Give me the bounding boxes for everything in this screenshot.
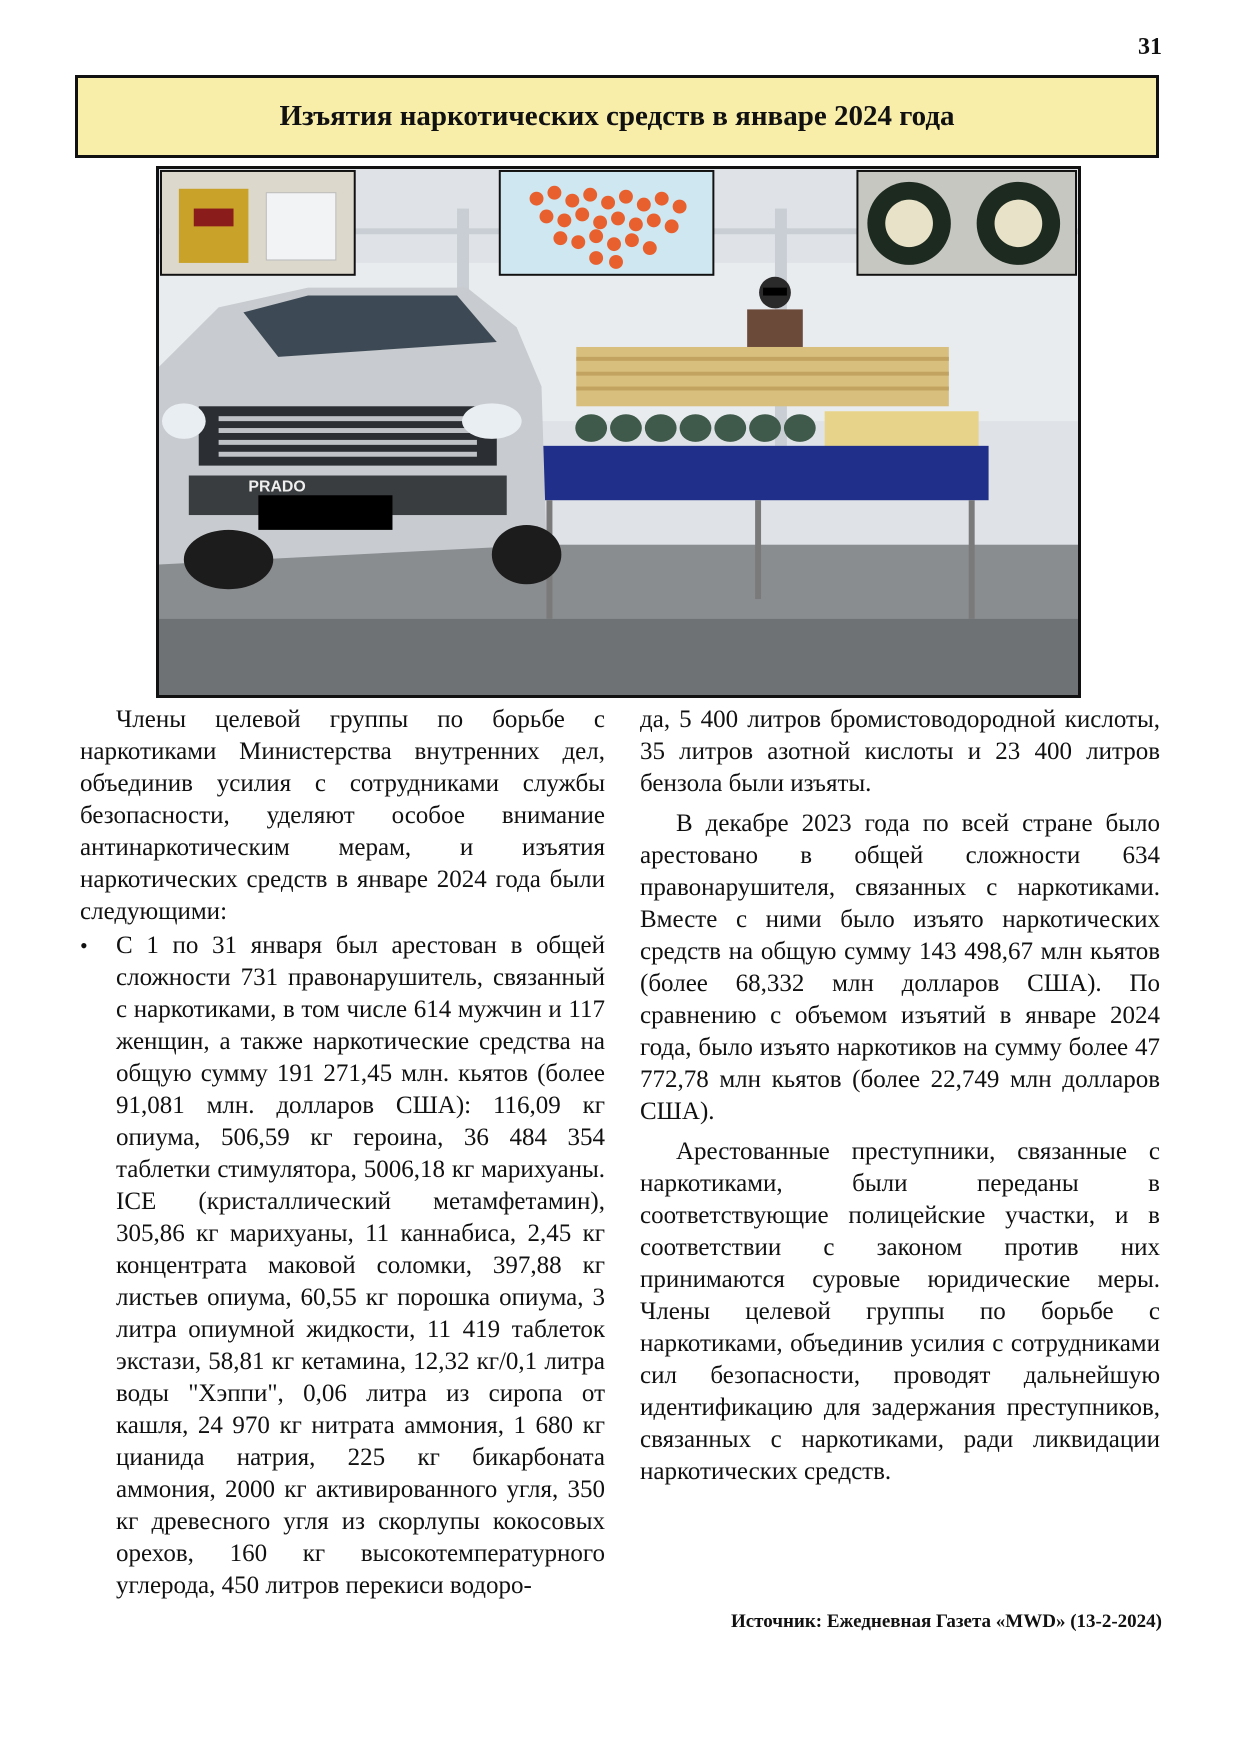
right-column [640,704,1160,1488]
bundles-icon [857,171,1076,275]
svg-text:PRADO: PRADO [248,478,306,496]
page-title: Изъятия наркотических средств в январе 2024 года [279,100,955,132]
arrests-paragraph: Арестованные преступники, связанные с наркотиками, были переданы в соответствующие полицейские участки, и в соответствии с законом против них принимаются суровые юридические меры. Члены целевой группы по борьбе с наркотиками, объединив усилия с сотрудниками сил безопасности, проводят дальнейшую идентификацию для задержания преступников, связанных с наркотиками, ради ликвидации наркотических средств. [640,1138,1160,1485]
source-citation: Источник: Ежедневная Газета «MWD» (13-2-2024) [730,1611,1162,1632]
seizure-photo [156,166,1081,698]
car-icon [159,288,561,590]
pills-icon [500,171,714,275]
title-box [75,75,1159,158]
intro-paragraph: Члены целевой группы по борьбе с наркотиками Министерства внутренних дел, объединив усилия с сотрудниками службы безопасности, уделяют особое внимание антинаркотическим мерам, и изъятия наркотических средств в январе 2024 года были следующими: [80,706,605,925]
page-number: 31 [1138,34,1162,60]
bullet-marker: • [80,933,88,958]
december-paragraph: В декабре 2023 года по всей стране было арестовано в общей сложности 634 правонарушителя, связанных с наркотиками. Вместе с ними было изъято наркотических средств на общую сумму 143 498,67 млн кьятов (более 68,332 млн долларов США). По сравнению с объемом изъятий в январе 2024 года, было изъято наркотиков на сумму более 47 772,78 млн кьятов (более 22,749 млн долларов США). [640,810,1160,1125]
seizure-photo-illustration [159,169,1078,695]
continuation-paragraph: да, 5 400 литров бромистоводородной кислоты, 35 литров азотной кислоты и 23 400 литров бензола были изъяты. [640,706,1160,797]
packages-icon [161,171,355,275]
bullet-text: С 1 по 31 января был арестован в общей сложности 731 правонарушитель, связанный с наркотиками, в том числе 614 мужчин и 117 женщин, а также наркотические средства на общую сумму 191 271,45 млн. кьятов (более 91,081 млн. долларов США): 116,09 кг опиума, 506,59 кг героина, 36 484 354 таблетки стимулятора, 5006,18 кг марихуаны. ICE (кристаллический метамфетамин), 305,86 кг марихуаны, 11 каннабиса, 2,45 кг концентрата маковой соломки, 397,88 кг листьев опиума, 60,55 кг порошка опиума, 3 литра опиумной жидкости, 11 419 таблеток экстази, 58,81 кг кетамина, 12,32 кг/0,1 литра воды "Хэппи", 0,06 литра из сиропа от кашля, 24 970 кг нитрата аммония, 1 680 кг цианида натрия, 225 кг бикарбоната аммония, 2000 кг активированного угля, 350 кг древесного угля из скорлупы кокосовых орехов, 160 кг высокотемпературного углерода, 450 литров перекиси водоро- [116,932,605,1599]
left-column [80,704,605,1602]
bullet-item [80,930,605,1602]
